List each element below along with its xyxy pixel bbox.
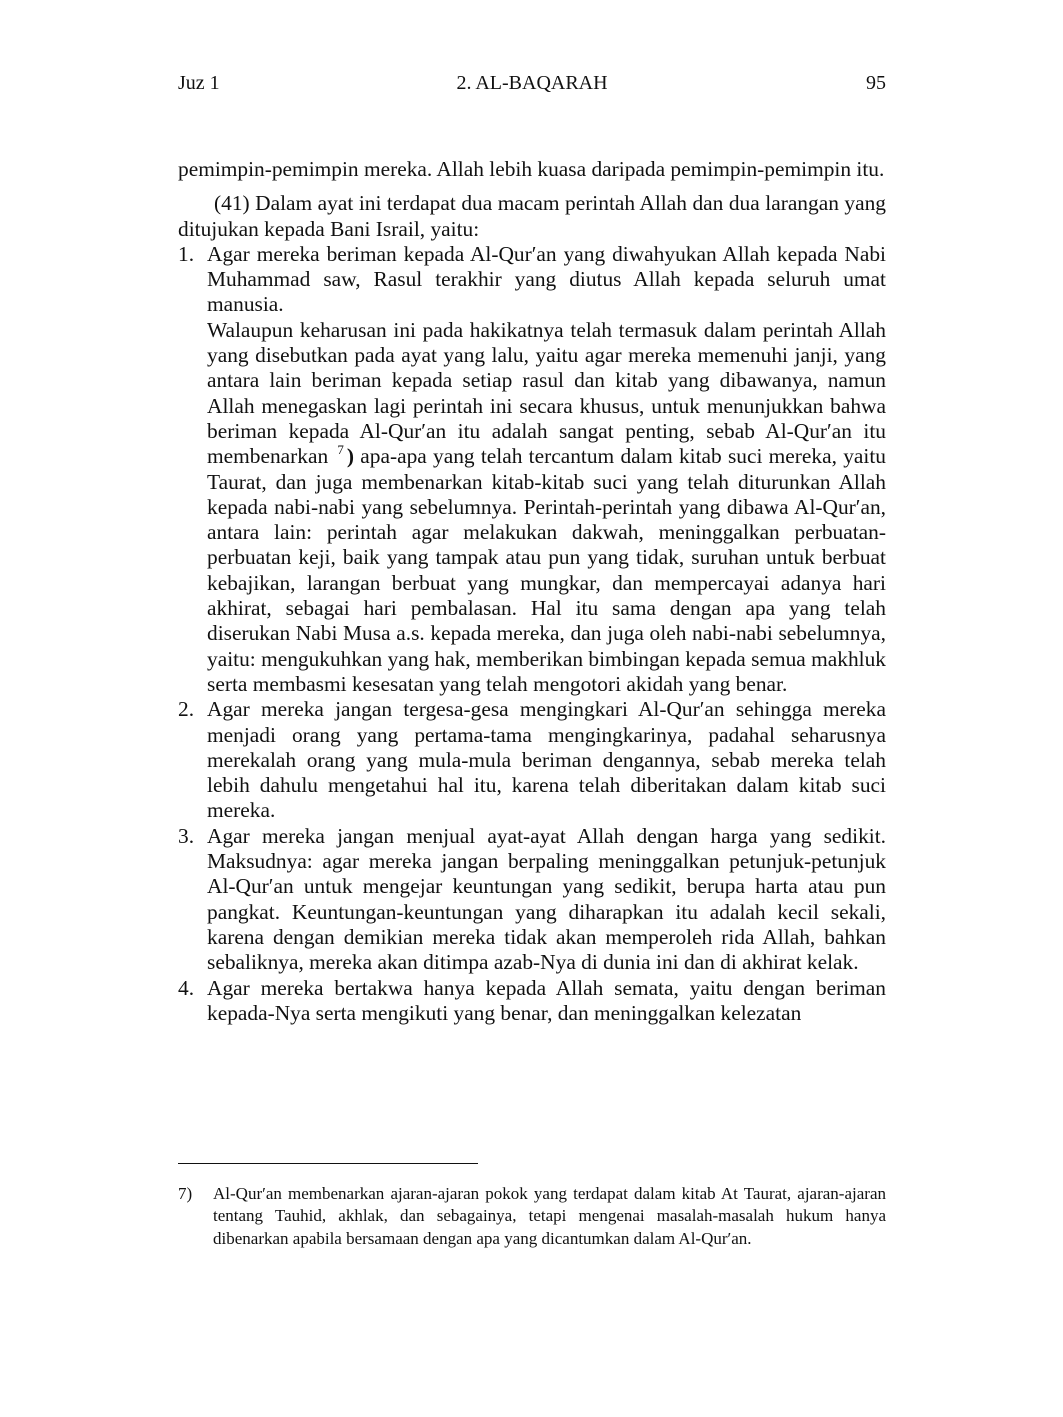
list-number: 3.: [178, 823, 195, 848]
list-number: 2.: [178, 697, 195, 722]
footnote-number: 7): [178, 1184, 193, 1203]
footnote-divider: [178, 1163, 478, 1164]
footnote-paren: ): [346, 444, 355, 469]
list-item: [178, 697, 886, 823]
verse-41-paragraph: (41) Dalam ayat ini terdapat dua macam perintah Allah dan dua larangan yang ditujukan kepada Bani Israil, yaitu:: [178, 191, 886, 241]
list-item: [178, 824, 886, 976]
list-item: [178, 976, 886, 1027]
list-item-text: Agar mereka bertakwa hanya kepada Allah semata, yaitu dengan beriman kepada-Nya serta mengikuti yang benar, dan meninggalkan kelezatan: [207, 975, 886, 1025]
list-item-text: Agar mereka jangan menjual ayat-ayat Allah dengan harga yang sedikit. Maksudnya: agar mereka jangan berpaling meninggalkan petunjuk-petunjuk Al-Qur′an untuk mengejar keuntungan yang sedikit, berupa harta atau pun pangkat. Keuntungan-keuntungan yang diharapkan itu adalah kecil sekali, karena dengan demikian mereka tidak akan memperoleh rida Allah, bahkan sebaliknya, mereka akan ditimpa azab-Nya di dunia ini dan di akhirat kelak.: [207, 823, 886, 975]
list-item-explanation: [207, 318, 886, 697]
footnote-reference[interactable]: 7: [337, 442, 344, 458]
command-list: [178, 242, 886, 1026]
list-item: [178, 242, 886, 697]
explanation-text-before: Walaupun keharusan ini pada hakikatnya telah termasuk dalam perintah Allah yang disebutkan pada ayat yang lalu, yaitu agar mereka memenuhi janji, yang antara lain beriman kepada setiap rasul dan kitab yang dibawanya, namun Allah menegaskan lagi perintah ini secara khusus, untuk menunjukkan bahwa beriman kepada Al-Qur′an itu adalah sangat penting, sebab Al-Qur′an itu membenarkan: [207, 317, 886, 469]
page-body: [178, 157, 886, 1026]
page-number: 95: [866, 72, 886, 94]
footnote-text: Al-Qur′an membenarkan ajaran-ajaran pokok yang terdapat dalam kitab At Taurat, ajaran-ajaran tentang Tauhid, akhlak, dan sebagainya, tetapi mengenai masalah-masalah hukum hanya dibenarkan apabila bersamaan dengan apa yang dicantumkan dalam Al-Qur′an.: [213, 1184, 886, 1248]
footnote: [178, 1183, 886, 1250]
explanation-text-after: apa-apa yang telah tercantum dalam kitab suci mereka, yaitu Taurat, dan juga membenarkan kitab-kitab suci yang telah diturunkan Allah kepada nabi-nabi yang sebelumnya. Perintah-perintah yang dibawa Al-Qur′an, antara lain: perintah agar melakukan dakwah, meninggalkan perbuatan-perbuatan keji, baik yang tampak atau pun yang tidak, suruhan untuk berbuat kebajikan, larangan berbuat yang mungkar, dan mempercayai adanya hari akhirat, sebagai hari pembalasan. Hal itu sama dengan apa yang telah diserukan Nabi Musa a.s. kepada mereka, dan juga oleh nabi-nabi sebelumnya, yaitu: mengukuhkan yang hak, memberikan bimbingan kepada semua makhluk serta membasmi kesesatan yang telah mengotori akidah yang benar.: [207, 444, 886, 696]
running-header: [178, 72, 886, 100]
list-number: 4.: [178, 975, 195, 1000]
juz-label: Juz 1: [178, 72, 220, 94]
list-number: 1.: [178, 241, 195, 266]
surah-title: 2. AL-BAQARAH: [456, 72, 608, 94]
list-item-text: Agar mereka jangan tergesa-gesa mengingkari Al-Qur′an sehingga mereka menjadi orang yang pertama-tama mengingkarinya, padahal seharusnya merekalah orang yang mula-mula beriman dengannya, sebab mereka telah lebih dahulu mengetahui hal itu, karena telah diberitakan dalam kitab suci mereka.: [207, 697, 886, 823]
list-item-text: Agar mereka beriman kepada Al-Qur′an yang diwahyukan Allah kepada Nabi Muhammad saw, Rasul terakhir yang diutus Allah kepada seluruh umat manusia.: [207, 241, 886, 317]
intro-paragraph: pemimpin-pemimpin mereka. Allah lebih kuasa daripada pemimpin-pemimpin itu.: [178, 157, 885, 181]
